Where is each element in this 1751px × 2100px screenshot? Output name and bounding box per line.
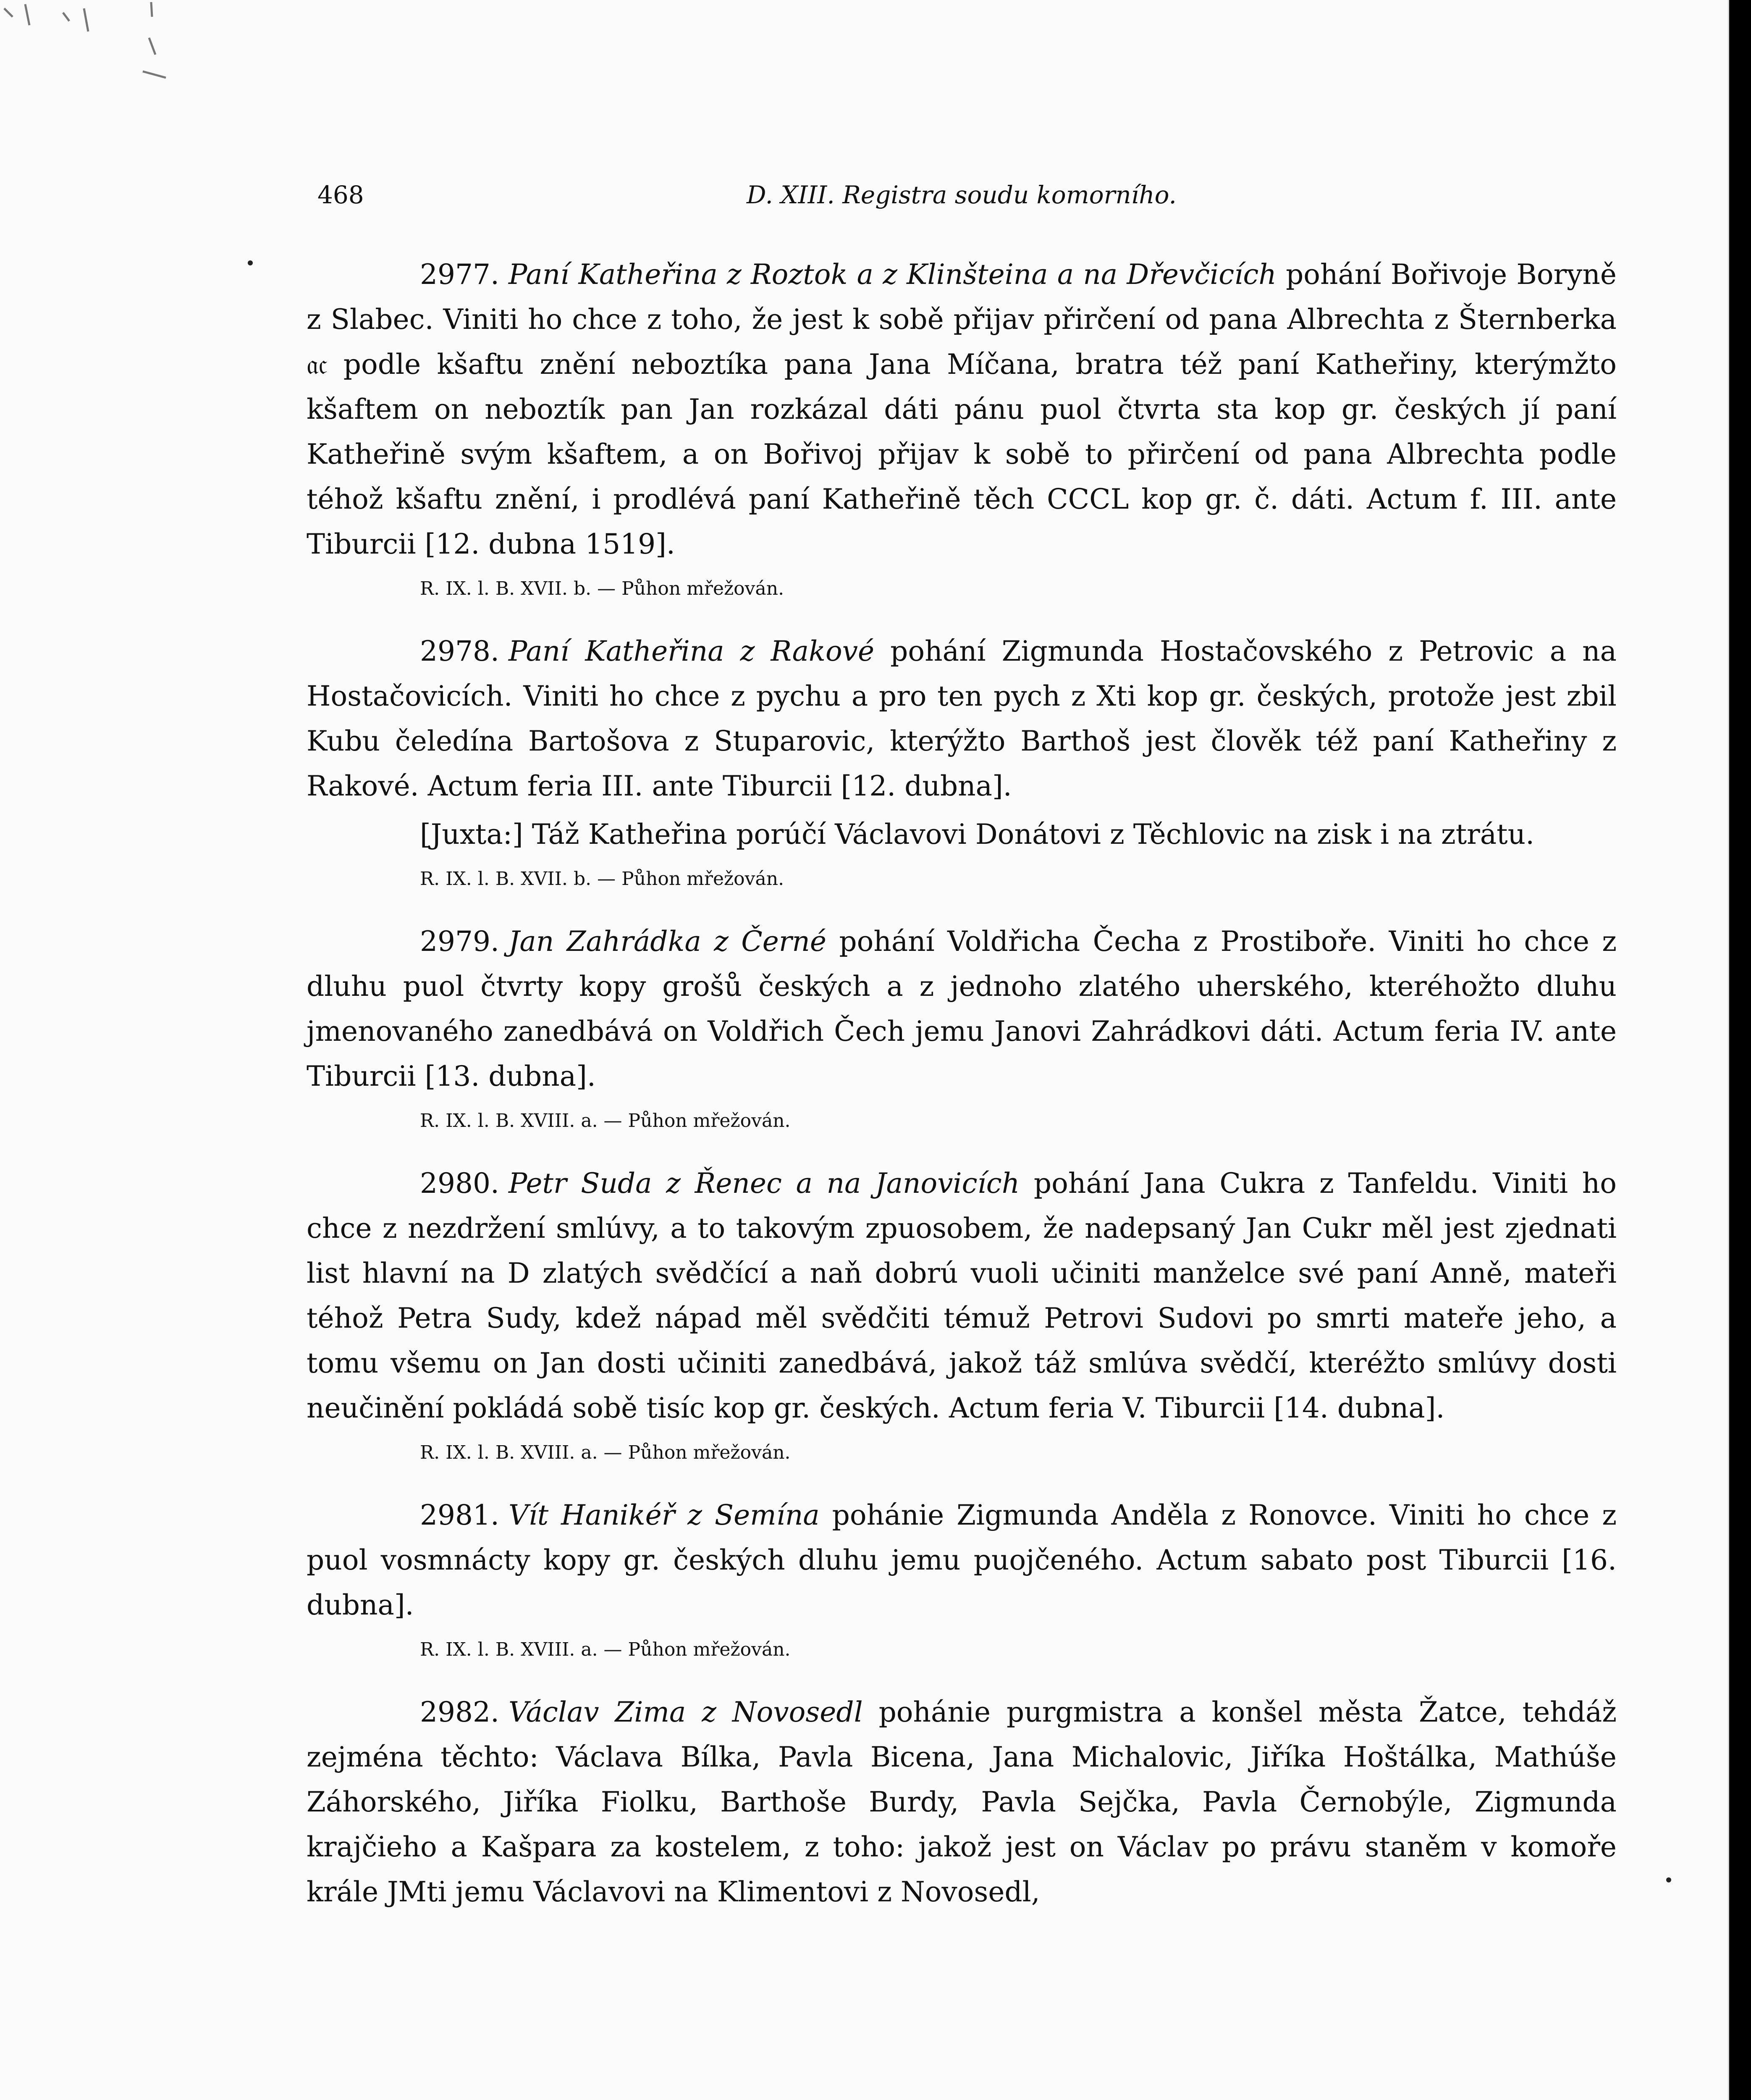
header-title: D. XIII. Registra soudu komorního.	[747, 181, 1177, 209]
entry-paragraph	[307, 1161, 1617, 1431]
entry-paragraph	[307, 629, 1617, 808]
entry-note: [Juxta:] Táž Katheřina porúčí Václavovi Donátovi z Těchlovic na zisk i na ztrátu.	[420, 818, 1535, 850]
entry-reference: R. IX. l. B. XVIII. a. — Půhon mřežován.	[420, 1639, 791, 1660]
entry-paragraph	[307, 252, 1617, 567]
entry-paragraph	[307, 919, 1617, 1099]
entry-reference: R. IX. l. B. XVIII. a. — Půhon mřežován.	[420, 1442, 791, 1463]
page-content	[307, 252, 1617, 1940]
entry-number: 2980.	[420, 1167, 499, 1200]
entry-plaintiff: Vít Hanikéř z Semína	[508, 1499, 820, 1531]
entry-plaintiff: Paní Katheřina z Roztok a z Klinšteina a na Dřevčicích	[508, 258, 1277, 291]
entry-number: 2979.	[420, 925, 499, 958]
entry-2981	[307, 1493, 1617, 1664]
entry-number: 2982.	[420, 1696, 499, 1728]
margin-speck	[1666, 1877, 1671, 1882]
entry-number: 2981.	[420, 1499, 499, 1531]
page-number: 468	[317, 181, 364, 209]
margin-speck	[248, 260, 253, 265]
entry-2977	[307, 252, 1617, 604]
entry-2979	[307, 919, 1617, 1136]
entry-plaintiff: Petr Suda z Řenec a na Janovicích	[508, 1167, 1020, 1200]
entry-number: 2978.	[420, 635, 499, 667]
entry-reference: R. IX. l. B. XVIII. a. — Půhon mřežován.	[420, 1110, 791, 1131]
entry-2982	[307, 1690, 1617, 1914]
entry-plaintiff: Václav Zima z Novosedl	[508, 1696, 863, 1728]
running-header	[307, 181, 1617, 227]
entry-paragraph	[307, 1690, 1617, 1914]
entry-number: 2977.	[420, 258, 499, 291]
entry-text: pohání Voldřicha Čecha z Prostiboře. Viniti ho chce z dluhu puol čtvrty kopy grošů českých a z jednoho zlatého uherského, kteréhožto dluhu jmenovaného zanedbává on Voldřich Čech jemu Janovi Zahrádkovi dáti. Actum feria IV. ante Tiburcii [13. dubna].	[307, 925, 1617, 1092]
entry-paragraph	[307, 1493, 1617, 1628]
entry-2978	[307, 629, 1617, 894]
entry-reference: R. IX. l. B. XVII. b. — Půhon mřežován.	[420, 578, 784, 599]
entry-plaintiff: Jan Zahrádka z Černé	[508, 925, 826, 958]
entry-2980	[307, 1161, 1617, 1467]
entry-text: pohání Bořivoje Boryně z Slabec. Viniti ho chce z toho, že jest k sobě přijav přirčení od pana Albrechta z Šternberka 𝔞𝔠 podle kšaftu znění neboztíka pana Jana Míčana, bratra též paní Katheřiny, kterýmžto kšaftem on neboztík pan Jan rozkázal dáti pánu puol čtvrta sta kop gr. českých jí paní Katheřině svým kšaftem, a on Bořivoj přijav k sobě to přirčení od pana Albrechta podle téhož kšaftu znění, i prodlévá paní Katheřině těch CCCL kop gr. č. dáti. Actum f. III. ante Tiburcii [12. dubna 1519].	[307, 258, 1617, 560]
entry-text: pohánie purgmistra a konšel města Žatce, tehdáž zejména těchto: Václava Bílka, Pavla Bicena, Jana Michalovic, Jiříka Hoštálka, Mathúše Záhorského, Jiříka Fiolku, Barthoše Burdy, Pavla Sejčka, Pavla Černobýle, Zigmunda krajčieho a Kašpara za kostelem, z toho: jakož jest on Václav po právu staněm v komoře krále JMti jemu Václavovi na Klimentovi z Novosedl,	[307, 1696, 1617, 1908]
entry-text: pohání Jana Cukra z Tanfeldu. Viniti ho chce z nezdržení smlúvy, a to takovým zpuosobem, že nadepsaný Jan Cukr měl jest zjednati list hlavní na D zlatých svědčící a naň dobrú vuoli učiniti manželce své paní Anně, mateři téhož Petra Sudy, kdež nápad měl svědčiti témuž Petrovi Sudovi po smrti mateře jeho, a tomu všemu on Jan dosti učiniti zanedbává, jakož táž smlúva svědčí, kteréžto smlúvy dosti neučinění pokládá sobě tisíc kop gr. českých. Actum feria V. Tiburcii [14. dubna].	[307, 1167, 1617, 1424]
entry-text: pohání Zigmunda Hostačovského z Petrovic a na Hostačovicích. Viniti ho chce z pychu a pro ten pych z Xti kop gr. českých, protože jest zbil Kubu čeledína Bartošova z Stuparovic, kterýžto Barthoš jest člověk též paní Katheřiny z Rakové. Actum feria III. ante Tiburcii [12. dubna].	[307, 635, 1617, 802]
entry-reference: R. IX. l. B. XVII. b. — Půhon mřežován.	[420, 868, 784, 890]
entry-plaintiff: Paní Katheřina z Rakové	[508, 635, 875, 667]
entry-text: pohánie Zigmunda Anděla z Ronovce. Viniti ho chce z puol vosmnácty kopy gr. českých dluhu jemu puojčeného. Actum sabato post Tiburcii [16. dubna].	[307, 1499, 1617, 1621]
scan-corner-marks	[0, 0, 176, 126]
